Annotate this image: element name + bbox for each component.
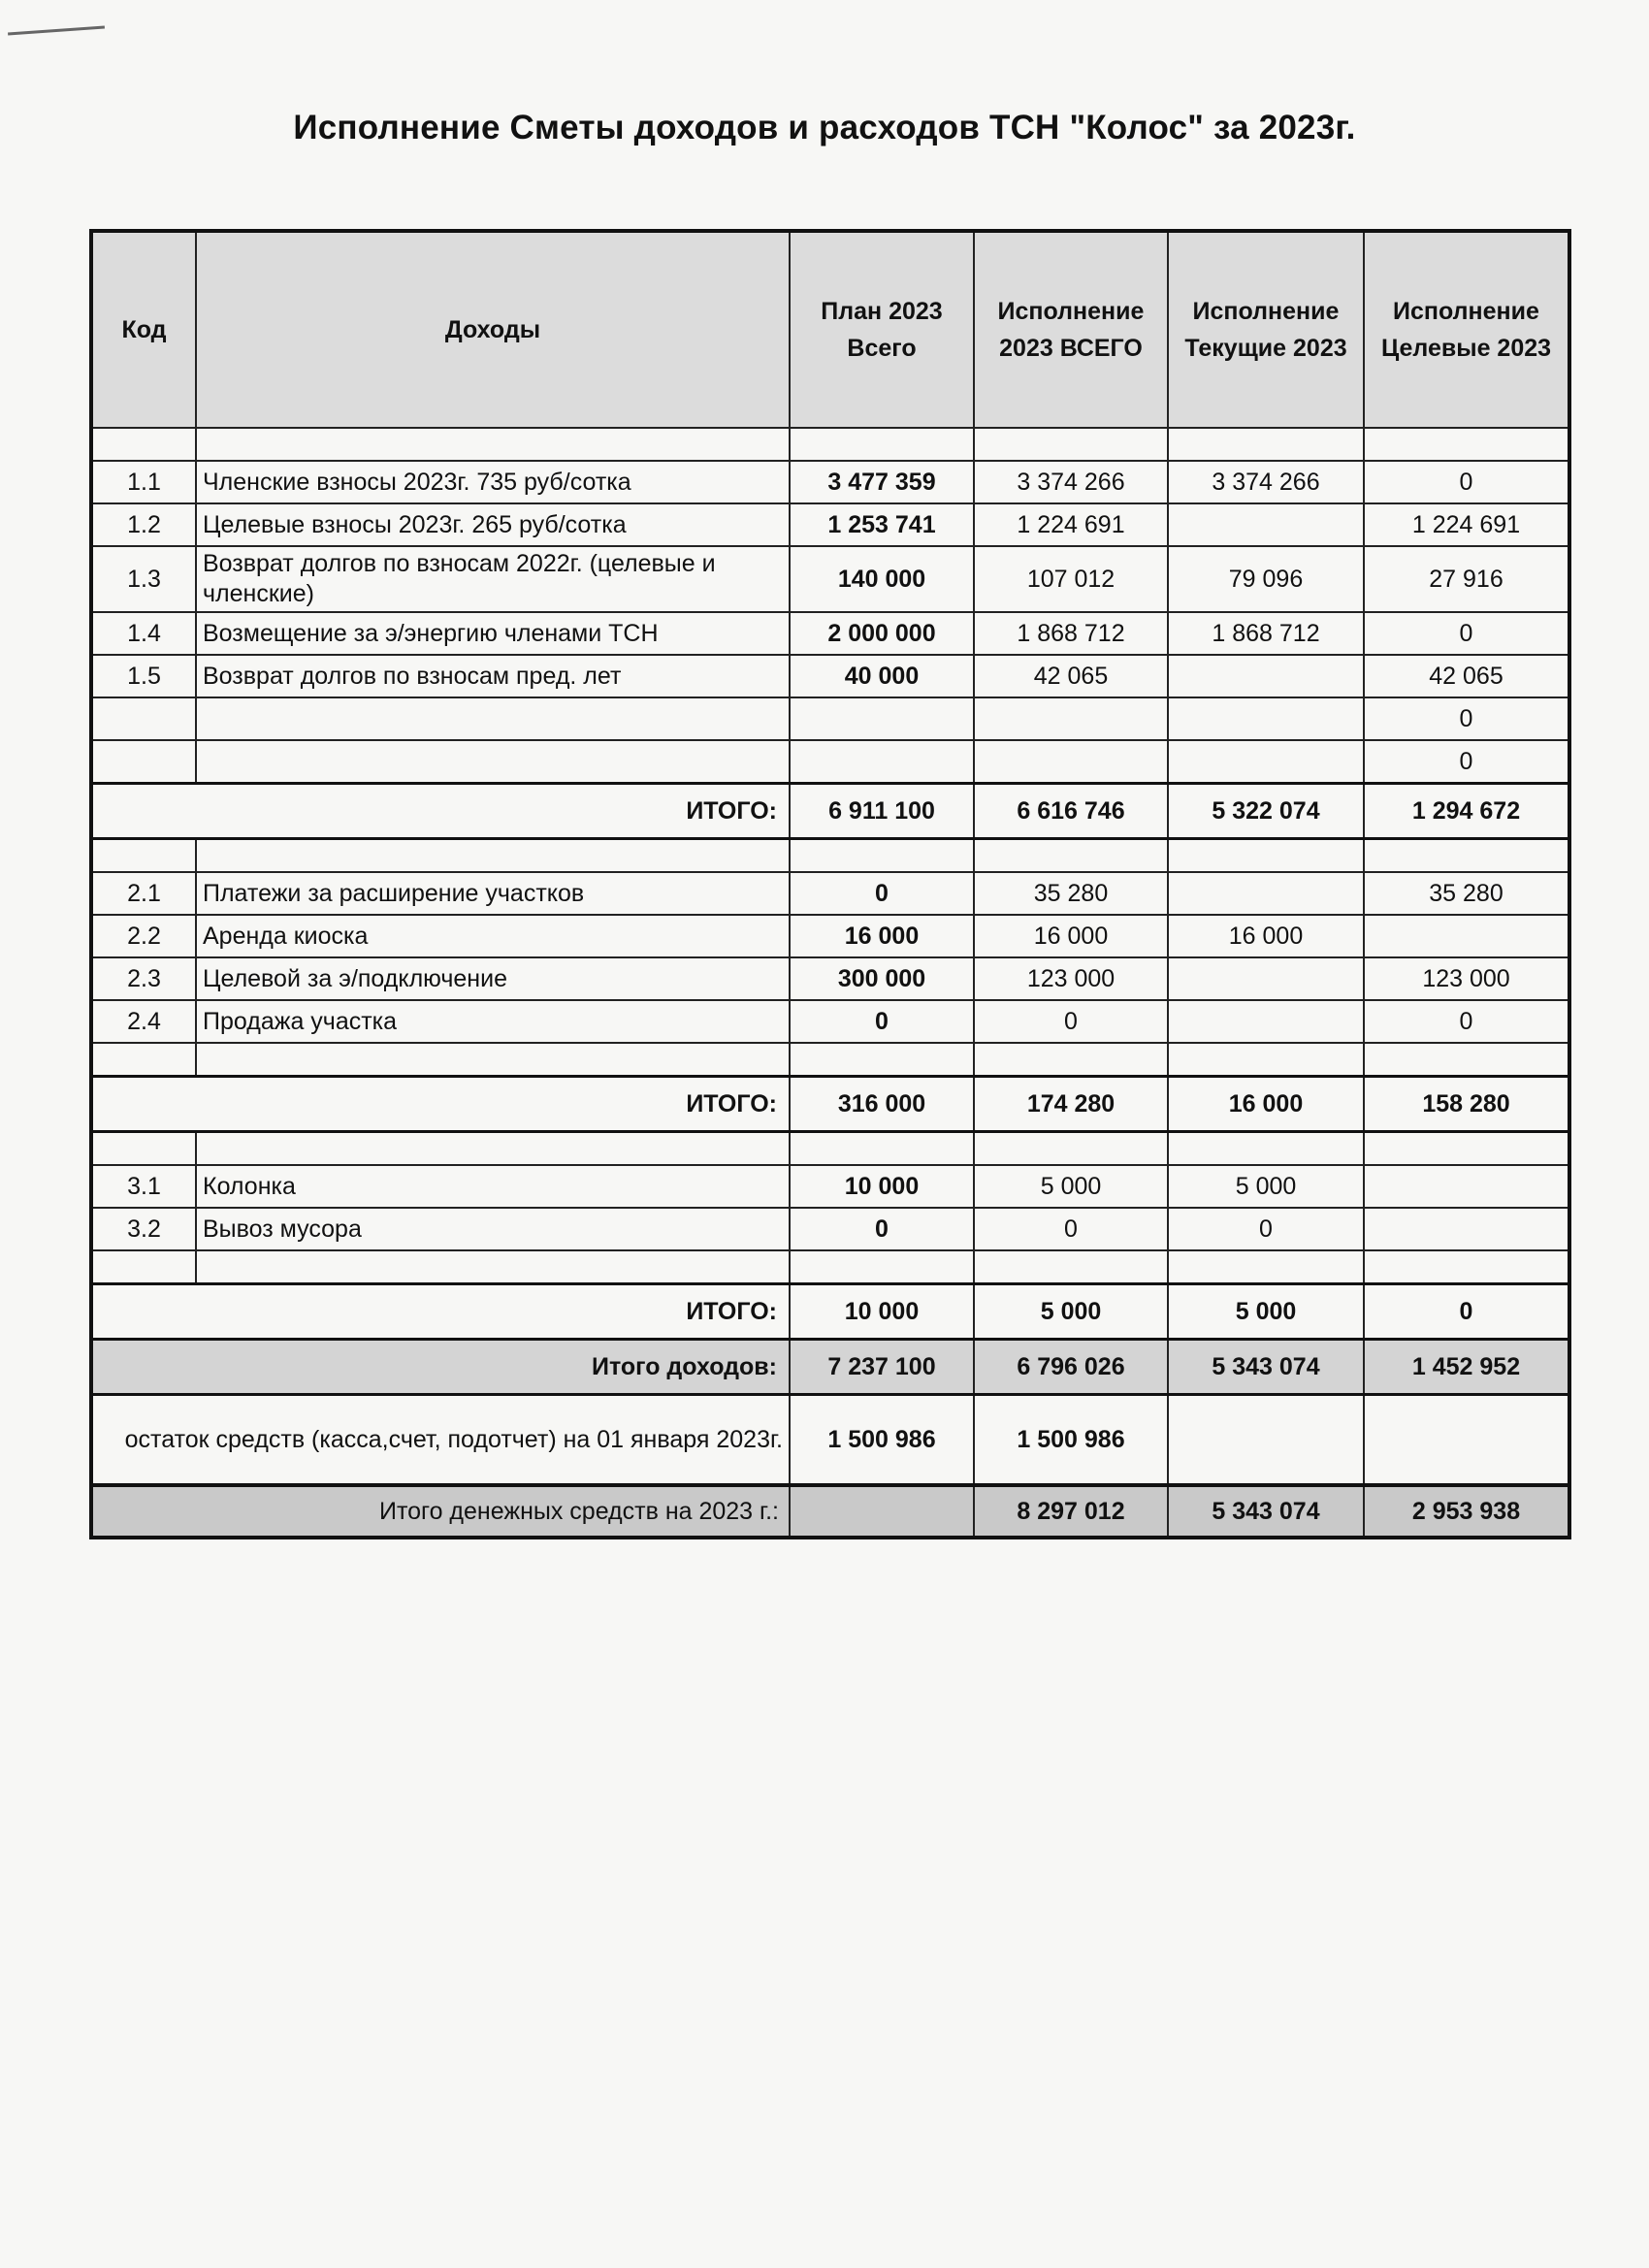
row-code: 1.4 <box>91 612 196 655</box>
total-exec-total: 174 280 <box>974 1077 1168 1132</box>
row-code <box>91 740 196 784</box>
row-name: Возмещение за э/энергию членами ТСН <box>196 612 790 655</box>
row-exec-total: 107 012 <box>974 546 1168 612</box>
row-code: 1.5 <box>91 655 196 697</box>
document-title: Исполнение Сметы доходов и расходов ТСН "Колос" за 2023г. <box>293 109 1356 146</box>
total-exec-current: 16 000 <box>1168 1077 1364 1132</box>
grand-total-row <box>91 1485 1569 1538</box>
row-exec-total: 1 868 712 <box>974 612 1168 655</box>
income-total-exec-target: 1 452 952 <box>1364 1340 1569 1395</box>
row-code: 1.1 <box>91 461 196 503</box>
table-row <box>91 1165 1569 1208</box>
row-exec-target <box>1364 1165 1569 1208</box>
row-name: Платежи за расширение участков <box>196 872 790 915</box>
row-exec-target: 27 916 <box>1364 546 1569 612</box>
row-code: 3.1 <box>91 1165 196 1208</box>
row-code: 2.3 <box>91 957 196 1000</box>
income-total-label: Итого доходов: <box>91 1340 790 1395</box>
total-exec-target: 158 280 <box>1364 1077 1569 1132</box>
row-code: 1.2 <box>91 503 196 546</box>
row-plan: 40 000 <box>790 655 974 697</box>
budget-execution-table <box>89 229 1571 1539</box>
row-exec-total: 42 065 <box>974 655 1168 697</box>
total-label: ИТОГО: <box>91 784 790 839</box>
row-exec-current: 16 000 <box>1168 915 1364 957</box>
row-plan: 140 000 <box>790 546 974 612</box>
row-plan <box>790 740 974 784</box>
row-code: 2.4 <box>91 1000 196 1043</box>
table-row <box>91 655 1569 697</box>
table-row <box>91 872 1569 915</box>
total-exec-current: 5 322 074 <box>1168 784 1364 839</box>
row-exec-total: 0 <box>974 1208 1168 1250</box>
table-row <box>91 503 1569 546</box>
balance-plan: 1 500 986 <box>790 1395 974 1486</box>
table-row <box>91 697 1569 740</box>
spacer-row <box>91 839 1569 873</box>
total-plan: 6 911 100 <box>790 784 974 839</box>
row-code <box>91 697 196 740</box>
row-exec-target: 0 <box>1364 461 1569 503</box>
row-code: 3.2 <box>91 1208 196 1250</box>
row-name: Колонка <box>196 1165 790 1208</box>
row-plan: 16 000 <box>790 915 974 957</box>
table-row <box>91 1000 1569 1043</box>
row-exec-target: 0 <box>1364 697 1569 740</box>
row-exec-total: 1 224 691 <box>974 503 1168 546</box>
grand-total-plan <box>790 1485 974 1538</box>
row-exec-current <box>1168 503 1364 546</box>
row-name: Членские взносы 2023г. 735 руб/сотка <box>196 461 790 503</box>
balance-exec-current <box>1168 1395 1364 1486</box>
grand-total-exec-target: 2 953 938 <box>1364 1485 1569 1538</box>
row-exec-target: 0 <box>1364 1000 1569 1043</box>
row-plan: 0 <box>790 1208 974 1250</box>
row-exec-current <box>1168 655 1364 697</box>
row-exec-current <box>1168 957 1364 1000</box>
total-exec-target: 1 294 672 <box>1364 784 1569 839</box>
row-plan: 2 000 000 <box>790 612 974 655</box>
table-row <box>91 957 1569 1000</box>
header-income: Доходы <box>196 231 790 428</box>
row-exec-current: 1 868 712 <box>1168 612 1364 655</box>
row-plan: 300 000 <box>790 957 974 1000</box>
spacer-row <box>91 1250 1569 1284</box>
total-exec-total: 6 616 746 <box>974 784 1168 839</box>
total-exec-total: 5 000 <box>974 1284 1168 1340</box>
balance-label: остаток средств (касса,счет, подотчет) на 01 января 2023г. <box>91 1395 790 1486</box>
row-exec-current: 79 096 <box>1168 546 1364 612</box>
row-exec-total: 123 000 <box>974 957 1168 1000</box>
table-row <box>91 546 1569 612</box>
table-row <box>91 740 1569 784</box>
section3-total-row <box>91 1284 1569 1340</box>
total-plan: 10 000 <box>790 1284 974 1340</box>
row-name <box>196 740 790 784</box>
row-exec-target: 42 065 <box>1364 655 1569 697</box>
table-header-row <box>91 231 1569 428</box>
row-exec-target: 35 280 <box>1364 872 1569 915</box>
row-plan: 0 <box>790 1000 974 1043</box>
row-name: Вывоз мусора <box>196 1208 790 1250</box>
row-exec-total: 35 280 <box>974 872 1168 915</box>
row-name: Возврат долгов по взносам 2022г. (целевые и членские) <box>196 546 790 612</box>
grand-total-label: Итого денежных средств на 2023 г.: <box>91 1485 790 1538</box>
row-exec-current <box>1168 740 1364 784</box>
row-exec-target: 0 <box>1364 740 1569 784</box>
header-plan: План 2023 Всего <box>790 231 974 428</box>
row-exec-target: 0 <box>1364 612 1569 655</box>
row-plan: 0 <box>790 872 974 915</box>
table-row <box>91 1208 1569 1250</box>
section1-total-row <box>91 784 1569 839</box>
header-exec-total: Исполнение 2023 ВСЕГО <box>974 231 1168 428</box>
header-exec-target: Исполнение Целевые 2023 <box>1364 231 1569 428</box>
spacer-row <box>91 1132 1569 1166</box>
row-exec-current: 3 374 266 <box>1168 461 1364 503</box>
table-row <box>91 612 1569 655</box>
spacer-row <box>91 1043 1569 1077</box>
grand-total-exec-current: 5 343 074 <box>1168 1485 1364 1538</box>
row-code: 2.2 <box>91 915 196 957</box>
row-exec-current <box>1168 697 1364 740</box>
row-plan <box>790 697 974 740</box>
section2-total-row <box>91 1077 1569 1132</box>
row-name: Целевой за э/подключение <box>196 957 790 1000</box>
scan-mark <box>8 26 105 36</box>
row-exec-total: 16 000 <box>974 915 1168 957</box>
header-code: Код <box>91 231 196 428</box>
total-exec-current: 5 000 <box>1168 1284 1364 1340</box>
row-code: 2.1 <box>91 872 196 915</box>
balance-row <box>91 1395 1569 1486</box>
income-total-plan: 7 237 100 <box>790 1340 974 1395</box>
row-plan: 1 253 741 <box>790 503 974 546</box>
income-total-exec-total: 6 796 026 <box>974 1340 1168 1395</box>
total-exec-target: 0 <box>1364 1284 1569 1340</box>
total-label: ИТОГО: <box>91 1077 790 1132</box>
row-exec-current: 5 000 <box>1168 1165 1364 1208</box>
income-total-exec-current: 5 343 074 <box>1168 1340 1364 1395</box>
header-exec-current: Исполнение Текущие 2023 <box>1168 231 1364 428</box>
balance-exec-target <box>1364 1395 1569 1486</box>
row-exec-total: 0 <box>974 1000 1168 1043</box>
row-exec-target <box>1364 1208 1569 1250</box>
row-exec-target: 123 000 <box>1364 957 1569 1000</box>
income-total-row <box>91 1340 1569 1395</box>
row-name: Целевые взносы 2023г. 265 руб/сотка <box>196 503 790 546</box>
row-exec-current <box>1168 872 1364 915</box>
row-exec-total: 5 000 <box>974 1165 1168 1208</box>
row-exec-total <box>974 697 1168 740</box>
row-name: Возврат долгов по взносам пред. лет <box>196 655 790 697</box>
row-name <box>196 697 790 740</box>
row-exec-current: 0 <box>1168 1208 1364 1250</box>
spacer-row <box>91 428 1569 461</box>
row-exec-current <box>1168 1000 1364 1043</box>
row-exec-target: 1 224 691 <box>1364 503 1569 546</box>
row-code: 1.3 <box>91 546 196 612</box>
total-plan: 316 000 <box>790 1077 974 1132</box>
total-label: ИТОГО: <box>91 1284 790 1340</box>
row-name: Продажа участка <box>196 1000 790 1043</box>
balance-exec-total: 1 500 986 <box>974 1395 1168 1486</box>
row-name: Аренда киоска <box>196 915 790 957</box>
row-exec-target <box>1364 915 1569 957</box>
table-row <box>91 461 1569 503</box>
grand-total-exec-total: 8 297 012 <box>974 1485 1168 1538</box>
row-exec-total: 3 374 266 <box>974 461 1168 503</box>
row-exec-total <box>974 740 1168 784</box>
table-row <box>91 915 1569 957</box>
row-plan: 3 477 359 <box>790 461 974 503</box>
row-plan: 10 000 <box>790 1165 974 1208</box>
